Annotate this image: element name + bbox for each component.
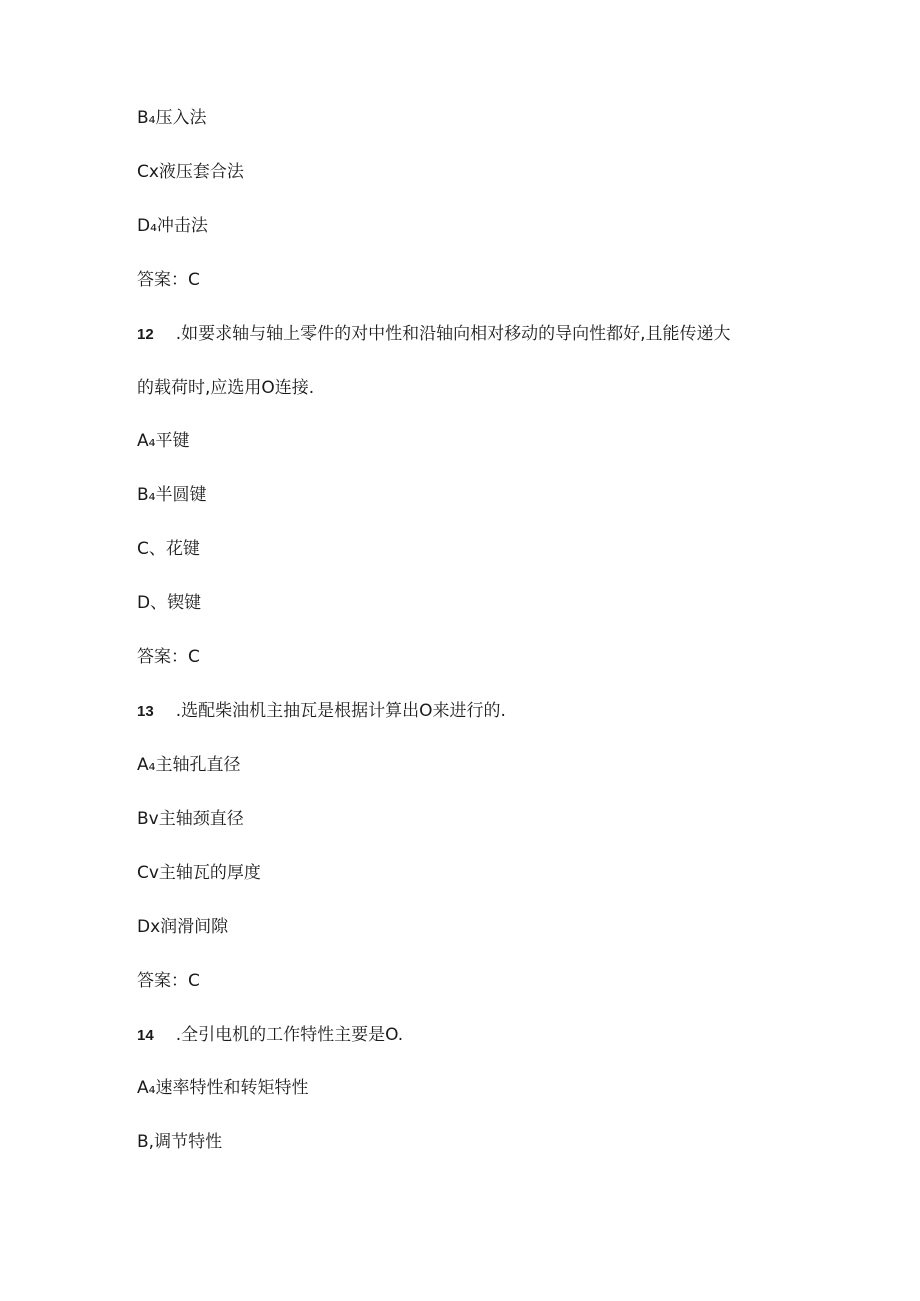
option-b-regulation: B,调节特性	[137, 1132, 223, 1152]
answer-11: 答案：C	[137, 270, 200, 290]
answer-12: 答案：C	[137, 647, 200, 667]
question-text: .如要求轴与轴上零件的对中性和沿轴向相对移动的导向性都好,且能传递大	[175, 324, 731, 344]
option-a-speed-torque: A₄速率特性和转矩特性	[137, 1078, 309, 1098]
question-text: .选配柴油机主抽瓦是根据计算出O来进行的.	[175, 701, 506, 721]
option-c-spline: C、花键	[137, 539, 200, 559]
question-text: .全引电机的工作特性主要是O.	[175, 1025, 404, 1045]
question-12-continued: 的载荷时,应选用O连接.	[137, 378, 315, 398]
question-number: 12	[137, 326, 154, 343]
question-number: 14	[137, 1027, 154, 1044]
option-d-wedge-key: D、锲键	[137, 593, 202, 613]
option-d-lubrication-clearance: Dx润滑间隙	[137, 917, 229, 937]
option-b-woodruff-key: B₄半圆键	[137, 485, 207, 505]
answer-13: 答案：C	[137, 971, 200, 991]
option-b-journal-diameter: Bv主轴颈直径	[137, 809, 244, 829]
option-c-bearing-thickness: Cv主轴瓦的厚度	[137, 863, 261, 883]
question-12	[137, 323, 731, 346]
option-b-press-fit: B₄压入法	[137, 108, 207, 128]
option-c-hydraulic-fit: Cx液压套合法	[137, 162, 244, 182]
option-a-flat-key: A₄平键	[137, 431, 190, 451]
option-d-impact: D₄冲击法	[137, 216, 208, 236]
question-number: 13	[137, 703, 154, 720]
question-14	[137, 1024, 403, 1047]
option-a-bore-diameter: A₄主轴孔直径	[137, 755, 241, 775]
question-13	[137, 700, 506, 723]
